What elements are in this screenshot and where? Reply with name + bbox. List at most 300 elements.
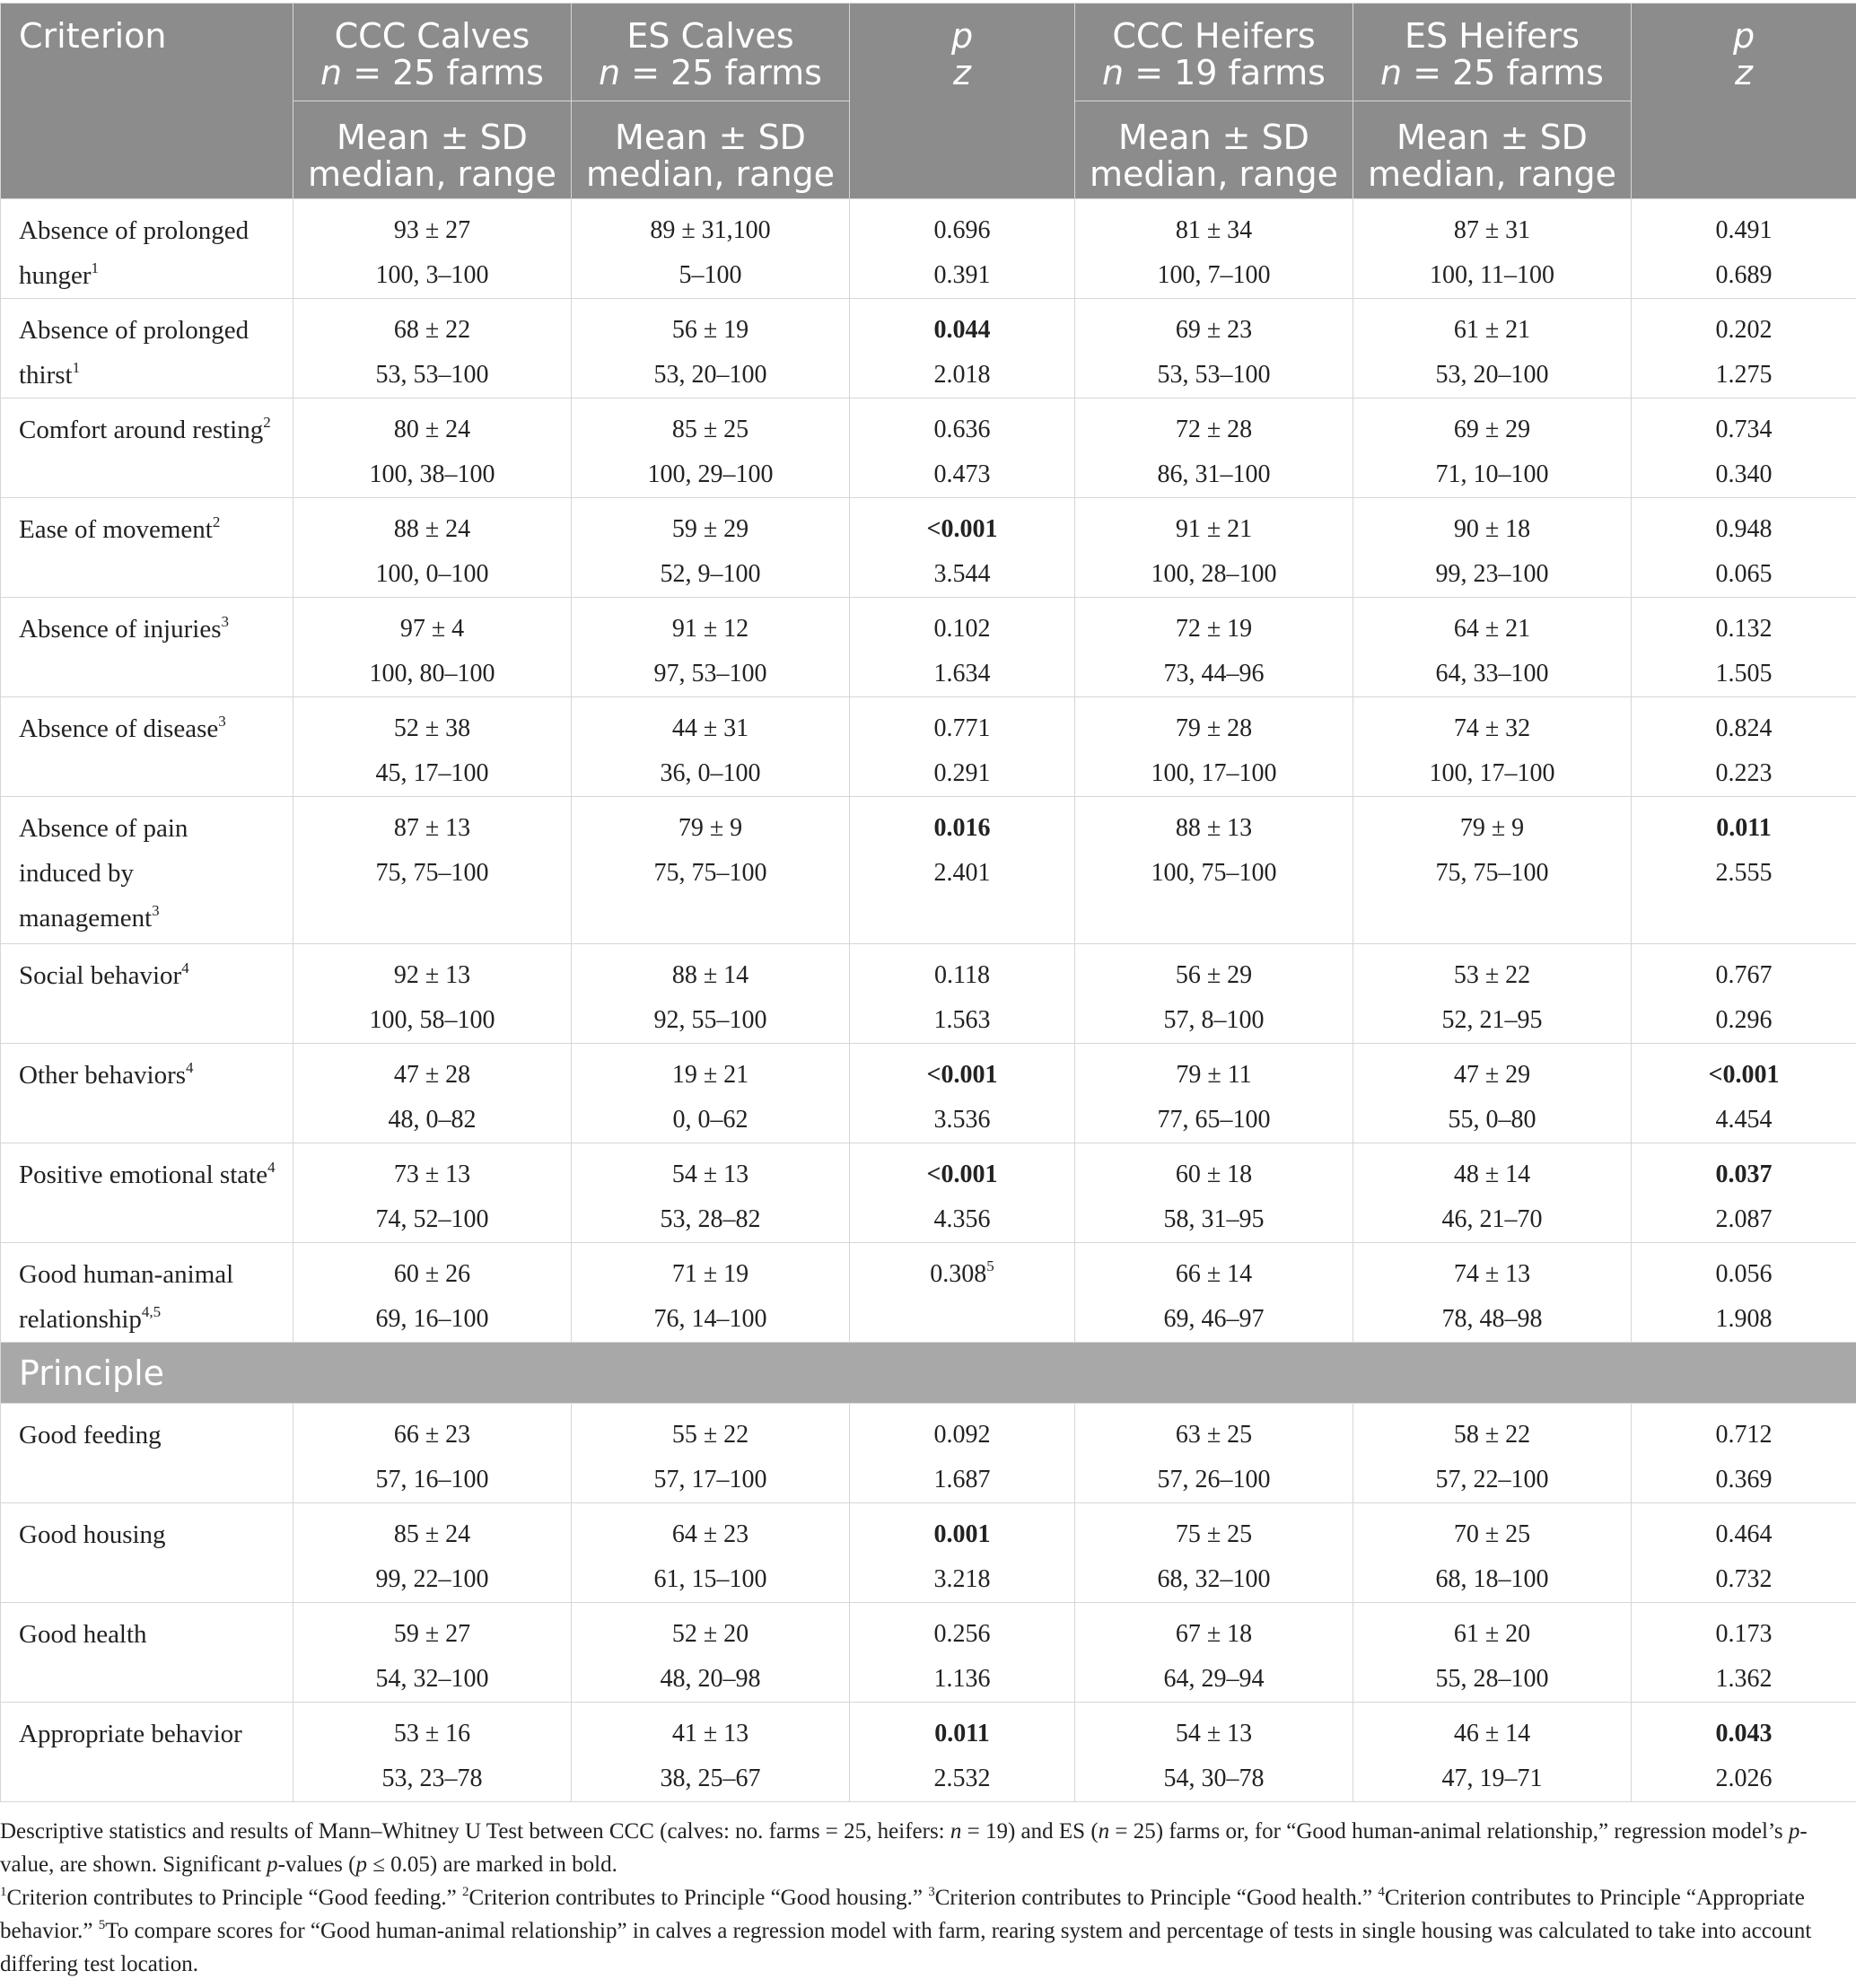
mean-sd bbox=[572, 953, 849, 998]
median-range bbox=[293, 353, 571, 398]
ccc-heifers-stat-header bbox=[1075, 101, 1353, 199]
value-text: 68 ± 22 bbox=[393, 316, 471, 344]
p-label: p bbox=[950, 16, 974, 56]
es-heifers-cell bbox=[1353, 1143, 1632, 1243]
principle-header: Principle bbox=[1, 1343, 1856, 1404]
row-label-line: Positive emotional state$^4$ bbox=[19, 1159, 276, 1189]
median-range bbox=[293, 552, 571, 597]
mean-sd bbox=[1353, 607, 1631, 652]
calves-pz-cell bbox=[850, 1503, 1075, 1603]
ccc-calves-n bbox=[293, 55, 571, 92]
value-text: 0.102 bbox=[933, 615, 991, 643]
value-text: 3.218 bbox=[933, 1565, 991, 1593]
mean-sd bbox=[1075, 953, 1353, 998]
principle-row bbox=[1, 1503, 1856, 1603]
median-range bbox=[1075, 552, 1353, 597]
z-value bbox=[1632, 751, 1856, 796]
value-text: 63 ± 25 bbox=[1175, 1421, 1253, 1449]
row-label-line: Appropriate behavior bbox=[19, 1720, 242, 1748]
value-text: 75 ± 25 bbox=[1175, 1520, 1253, 1548]
median-range bbox=[293, 253, 571, 298]
value-text: 59 ± 27 bbox=[393, 1620, 471, 1648]
calves-pz-cell bbox=[850, 697, 1075, 797]
footnote-text: Descriptive statistics and results of Mann–Whitney U Test between CCC (calves: no. farms = 25, heifers: bbox=[0, 1819, 950, 1843]
value-text: 0.044 bbox=[933, 316, 991, 344]
p-value bbox=[850, 507, 1074, 552]
footnote-marker: 5 bbox=[986, 1257, 994, 1274]
ccc-heifers-cell bbox=[1075, 1243, 1353, 1343]
median-range bbox=[293, 998, 571, 1043]
value-text: 67 ± 18 bbox=[1175, 1620, 1253, 1648]
value-text: 71, 10–100 bbox=[1435, 460, 1549, 488]
median-range bbox=[293, 1098, 571, 1143]
es-heifers-cell bbox=[1353, 944, 1632, 1044]
mean-sd bbox=[1075, 1053, 1353, 1098]
es-calves-n bbox=[572, 55, 849, 92]
footnote-text: Criterion contributes to Principle “Good feeding.” bbox=[6, 1886, 463, 1910]
principle-row bbox=[1, 1703, 1856, 1802]
mean-sd bbox=[572, 407, 849, 452]
es-heifers-cell bbox=[1353, 598, 1632, 697]
value-text: 0.734 bbox=[1715, 416, 1773, 443]
value-text: 0.202 bbox=[1715, 316, 1773, 344]
value-text: 71 ± 19 bbox=[671, 1260, 749, 1288]
z-value bbox=[850, 253, 1074, 298]
calves-pz-cell bbox=[850, 1703, 1075, 1802]
row-label-line: Good housing bbox=[19, 1520, 166, 1549]
z-value bbox=[850, 751, 1074, 796]
median-range bbox=[1353, 1756, 1631, 1801]
mean-sd bbox=[293, 1152, 571, 1197]
value-text: 74 ± 13 bbox=[1453, 1260, 1531, 1288]
criterion-row bbox=[1, 944, 1856, 1044]
median-range bbox=[293, 1197, 571, 1242]
value-text: 0.340 bbox=[1715, 460, 1773, 488]
es-calves-cell bbox=[572, 797, 850, 944]
z-value bbox=[1632, 452, 1856, 497]
median-range bbox=[1353, 998, 1631, 1043]
median-range bbox=[293, 1657, 571, 1702]
z-value bbox=[1632, 1197, 1856, 1242]
median-range bbox=[1075, 851, 1353, 896]
stat-line-2: median, range bbox=[307, 154, 557, 194]
heifers-pz-cell bbox=[1632, 1703, 1856, 1802]
heifers-pz-cell bbox=[1632, 1503, 1856, 1603]
value-text: 47, 19–71 bbox=[1441, 1765, 1543, 1792]
value-text: 44 ± 31 bbox=[671, 714, 749, 742]
value-text: 0.391 bbox=[933, 261, 991, 289]
n-value: = 25 farms bbox=[1402, 53, 1604, 92]
median-range bbox=[293, 851, 571, 896]
principle-section bbox=[1, 1343, 1856, 1404]
row-label bbox=[1, 498, 293, 598]
mean-sd bbox=[572, 1413, 849, 1458]
value-text: 0.696 bbox=[933, 216, 991, 244]
es-calves-header bbox=[572, 4, 850, 101]
principle-row bbox=[1, 1404, 1856, 1503]
value-text: 75, 75–100 bbox=[375, 859, 489, 887]
value-text: 55 ± 22 bbox=[671, 1421, 749, 1449]
value-text: 61 ± 20 bbox=[1453, 1620, 1531, 1648]
value-text: 64 ± 21 bbox=[1453, 615, 1531, 643]
es-calves-cell bbox=[572, 697, 850, 797]
value-text: 79 ± 11 bbox=[1176, 1061, 1252, 1089]
mean-sd bbox=[293, 1712, 571, 1756]
median-range bbox=[1075, 1756, 1353, 1801]
z-value bbox=[1632, 851, 1856, 896]
median-range bbox=[293, 1297, 571, 1342]
footnote-marker: 4 bbox=[181, 959, 189, 976]
row-label-line: Good human-animal bbox=[19, 1260, 234, 1289]
value-text: 46 ± 14 bbox=[1453, 1720, 1531, 1747]
value-text: 100, 3–100 bbox=[375, 261, 489, 289]
stat-line-2: median, range bbox=[1367, 154, 1617, 194]
row-label bbox=[1, 398, 293, 498]
ccc-calves-cell bbox=[293, 1404, 572, 1503]
calves-pz-header bbox=[850, 4, 1075, 199]
z-label: z bbox=[953, 53, 971, 92]
value-text: 56 ± 19 bbox=[671, 316, 749, 344]
value-text: 0.092 bbox=[933, 1421, 991, 1449]
p-value bbox=[1632, 1252, 1856, 1297]
p-value bbox=[1632, 1152, 1856, 1197]
mean-sd bbox=[1075, 1252, 1353, 1297]
median-range bbox=[1075, 1557, 1353, 1602]
value-text: 70 ± 25 bbox=[1453, 1520, 1531, 1548]
mean-sd bbox=[1353, 407, 1631, 452]
es-calves-cell bbox=[572, 1703, 850, 1802]
ccc-heifers-cell bbox=[1075, 1603, 1353, 1703]
value-text: 1.563 bbox=[933, 1006, 991, 1034]
es-heifers-header bbox=[1353, 4, 1632, 101]
mean-sd bbox=[1075, 208, 1353, 253]
value-text: 61 ± 21 bbox=[1453, 316, 1531, 344]
p-value bbox=[850, 1512, 1074, 1557]
value-text: 87 ± 31 bbox=[1453, 216, 1531, 244]
z-value bbox=[1632, 1458, 1856, 1502]
z-value bbox=[850, 353, 1074, 398]
heifers-pz-cell bbox=[1632, 398, 1856, 498]
row-label bbox=[1, 1703, 293, 1802]
value-text: 0.491 bbox=[1715, 216, 1773, 244]
criterion-row bbox=[1, 398, 1856, 498]
median-range bbox=[1353, 1657, 1631, 1702]
z-value bbox=[850, 851, 1074, 896]
mean-sd bbox=[1353, 1252, 1631, 1297]
value-text: 2.532 bbox=[933, 1765, 991, 1792]
mean-sd bbox=[572, 308, 849, 353]
value-text: 0.173 bbox=[1715, 1620, 1773, 1648]
ccc-calves-cell bbox=[293, 1603, 572, 1703]
value-text: 52 ± 20 bbox=[671, 1620, 749, 1648]
p-value bbox=[850, 1252, 1074, 1297]
es-calves-name: ES Calves bbox=[626, 16, 794, 56]
value-text: 4.454 bbox=[1715, 1106, 1773, 1134]
principle-row bbox=[1, 1603, 1856, 1703]
z-value bbox=[850, 1297, 1074, 1342]
calves-pz-cell bbox=[850, 1143, 1075, 1243]
mean-sd bbox=[1353, 1053, 1631, 1098]
z-value bbox=[1632, 998, 1856, 1043]
p-label: p bbox=[1732, 16, 1755, 56]
heifers-pz-cell bbox=[1632, 1243, 1856, 1343]
value-text: 19 ± 21 bbox=[671, 1061, 749, 1089]
ccc-heifers-cell bbox=[1075, 199, 1353, 299]
value-text: 97 ± 4 bbox=[399, 615, 465, 643]
row-label-line: management$^3$ bbox=[19, 902, 160, 933]
median-range bbox=[572, 652, 849, 696]
median-range bbox=[1075, 253, 1353, 298]
criteria-rows bbox=[1, 199, 1856, 1343]
mean-sd bbox=[1075, 806, 1353, 851]
value-text: 100, 28–100 bbox=[1151, 560, 1277, 588]
ccc-calves-cell bbox=[293, 797, 572, 944]
p-value bbox=[1632, 308, 1856, 353]
value-text: 59 ± 29 bbox=[671, 515, 749, 543]
mean-sd bbox=[1353, 208, 1631, 253]
p-value bbox=[850, 1413, 1074, 1458]
p-value bbox=[850, 1053, 1074, 1098]
z-value bbox=[850, 1098, 1074, 1143]
n-value: = 19 farms bbox=[1124, 53, 1326, 92]
value-text: 100, 11–100 bbox=[1430, 261, 1554, 289]
calves-pz-cell bbox=[850, 398, 1075, 498]
row-label-line: Comfort around resting$^2$ bbox=[19, 414, 271, 444]
value-text: 99, 22–100 bbox=[375, 1565, 489, 1593]
value-text: 74 ± 32 bbox=[1453, 714, 1531, 742]
table-footnotes bbox=[0, 1815, 1849, 1981]
mean-sd bbox=[1353, 1413, 1631, 1458]
median-range bbox=[1353, 353, 1631, 398]
value-text: 68, 18–100 bbox=[1435, 1565, 1549, 1593]
value-text: 100, 17–100 bbox=[1429, 759, 1555, 787]
n-value: = 25 farms bbox=[620, 53, 822, 92]
calves-pz-cell bbox=[850, 199, 1075, 299]
value-text: 53, 53–100 bbox=[375, 361, 489, 389]
mean-sd bbox=[1075, 507, 1353, 552]
mean-sd bbox=[293, 407, 571, 452]
value-text: 78, 48–98 bbox=[1441, 1305, 1543, 1333]
ccc-calves-cell bbox=[293, 598, 572, 697]
calves-pz-cell bbox=[850, 944, 1075, 1044]
value-text: 79 ± 9 bbox=[678, 814, 743, 842]
value-text: 79 ± 9 bbox=[1459, 814, 1525, 842]
ccc-calves-header bbox=[293, 4, 572, 101]
p-value bbox=[850, 706, 1074, 751]
ccc-calves-cell bbox=[293, 697, 572, 797]
value-text: 75, 75–100 bbox=[653, 859, 767, 887]
value-text: 92, 55–100 bbox=[653, 1006, 767, 1034]
es-heifers-cell bbox=[1353, 1404, 1632, 1503]
n-value: = 25 farms bbox=[342, 53, 544, 92]
z-value bbox=[850, 1557, 1074, 1602]
mean-sd bbox=[293, 1413, 571, 1458]
value-text: 54, 30–78 bbox=[1163, 1765, 1265, 1792]
value-text: 1.505 bbox=[1715, 660, 1773, 687]
mean-sd bbox=[572, 1712, 849, 1756]
mean-sd bbox=[1353, 1712, 1631, 1756]
z-value bbox=[850, 1657, 1074, 1702]
median-range bbox=[293, 1458, 571, 1502]
es-calves-cell bbox=[572, 1503, 850, 1603]
median-range bbox=[1353, 1098, 1631, 1143]
median-range bbox=[1353, 253, 1631, 298]
median-range bbox=[1353, 552, 1631, 597]
ccc-heifers-cell bbox=[1075, 1503, 1353, 1603]
value-text: 100, 0–100 bbox=[375, 560, 489, 588]
z-value bbox=[1632, 552, 1856, 597]
value-text: <0.001 bbox=[926, 1160, 998, 1188]
mean-sd bbox=[293, 607, 571, 652]
footnote-marker: 3 bbox=[152, 902, 160, 919]
value-text: 92 ± 13 bbox=[393, 961, 471, 989]
ccc-heifers-cell bbox=[1075, 299, 1353, 398]
value-text: 64 ± 23 bbox=[671, 1520, 749, 1548]
calves-pz-cell bbox=[850, 1044, 1075, 1143]
z-value bbox=[1632, 1098, 1856, 1143]
value-text: 0.636 bbox=[933, 416, 991, 443]
value-text: 5–100 bbox=[678, 261, 742, 289]
value-text: 38, 25–67 bbox=[660, 1765, 761, 1792]
es-heifers-cell bbox=[1353, 697, 1632, 797]
value-text: 0.037 bbox=[1715, 1160, 1773, 1188]
value-text: 73, 44–96 bbox=[1163, 660, 1265, 687]
ccc-heifers-name: CCC Heifers bbox=[1112, 16, 1316, 56]
value-text: <0.001 bbox=[926, 1061, 998, 1089]
footnote-marker: 5 bbox=[98, 1918, 106, 1932]
value-text: 91 ± 12 bbox=[671, 615, 749, 643]
median-range bbox=[572, 353, 849, 398]
mean-sd bbox=[572, 706, 849, 751]
row-label-line: Social behavior$^4$ bbox=[19, 959, 189, 990]
median-range bbox=[1075, 652, 1353, 696]
median-range bbox=[1353, 452, 1631, 497]
ccc-heifers-cell bbox=[1075, 398, 1353, 498]
value-text: 88 ± 14 bbox=[671, 961, 749, 989]
mean-sd bbox=[1075, 706, 1353, 751]
es-calves-cell bbox=[572, 598, 850, 697]
row-label bbox=[1, 697, 293, 797]
ccc-heifers-n bbox=[1075, 55, 1353, 92]
value-text: 100, 29–100 bbox=[647, 460, 774, 488]
ccc-calves-cell bbox=[293, 1044, 572, 1143]
value-text: 0, 0–62 bbox=[672, 1106, 749, 1134]
p-value bbox=[1632, 706, 1856, 751]
value-text: 99, 23–100 bbox=[1435, 560, 1549, 588]
p-value bbox=[1632, 1053, 1856, 1098]
mean-sd bbox=[1075, 1152, 1353, 1197]
ccc-heifers-cell bbox=[1075, 944, 1353, 1044]
es-calves-cell bbox=[572, 944, 850, 1044]
footnote-text: ≤ 0.05) are marked in bold. bbox=[366, 1852, 617, 1877]
value-text: 0.011 bbox=[1716, 814, 1772, 842]
value-text: 0.948 bbox=[1715, 515, 1773, 543]
median-range bbox=[572, 851, 849, 896]
value-text: 88 ± 13 bbox=[1175, 814, 1253, 842]
ccc-heifers-cell bbox=[1075, 1404, 1353, 1503]
value-text: 53 ± 22 bbox=[1453, 961, 1531, 989]
median-range bbox=[1353, 1297, 1631, 1342]
ccc-calves-cell bbox=[293, 1503, 572, 1603]
footnote-marker: 3 bbox=[221, 613, 229, 630]
row-label bbox=[1, 1044, 293, 1143]
median-range bbox=[1353, 652, 1631, 696]
heifers-pz-cell bbox=[1632, 498, 1856, 598]
value-text: 0.369 bbox=[1715, 1466, 1773, 1493]
mean-sd bbox=[1353, 706, 1631, 751]
row-label bbox=[1, 299, 293, 398]
p-value bbox=[850, 407, 1074, 452]
ccc-heifers-cell bbox=[1075, 1703, 1353, 1802]
row-label-line: relationship$^{4,5}$ bbox=[19, 1303, 162, 1334]
footnote-description bbox=[0, 1815, 1849, 1881]
ccc-calves-cell bbox=[293, 199, 572, 299]
mean-sd bbox=[293, 1053, 571, 1098]
ccc-heifers-cell bbox=[1075, 598, 1353, 697]
row-label bbox=[1, 199, 293, 299]
median-range bbox=[572, 1098, 849, 1143]
z-value bbox=[850, 1756, 1074, 1801]
row-label-line: Good feeding bbox=[19, 1421, 162, 1449]
value-text: 0.824 bbox=[1715, 714, 1773, 742]
value-text: 57, 17–100 bbox=[653, 1466, 767, 1493]
p-value bbox=[850, 208, 1074, 253]
value-text: 55, 0–80 bbox=[1448, 1106, 1536, 1134]
value-text: 1.687 bbox=[933, 1466, 991, 1493]
footnote-text: -values ( bbox=[277, 1852, 356, 1877]
row-label bbox=[1, 1143, 293, 1243]
calves-pz-cell bbox=[850, 299, 1075, 398]
row-label-line: Other behaviors$^4$ bbox=[19, 1059, 194, 1090]
value-text: 100, 80–100 bbox=[369, 660, 495, 687]
mean-sd bbox=[1075, 407, 1353, 452]
calves-pz-cell bbox=[850, 598, 1075, 697]
value-text: 4.356 bbox=[933, 1205, 991, 1233]
footnote-marker: 4 bbox=[186, 1059, 194, 1076]
footnote-marker: 1 bbox=[0, 1885, 7, 1899]
mean-sd bbox=[1075, 1413, 1353, 1458]
es-calves-cell bbox=[572, 498, 850, 598]
mean-sd bbox=[293, 208, 571, 253]
row-label bbox=[1, 1603, 293, 1703]
value-text: 1.908 bbox=[1715, 1305, 1773, 1333]
row-label bbox=[1, 1503, 293, 1603]
value-text: 68, 32–100 bbox=[1157, 1565, 1271, 1593]
footnote-text: = 19) and ES ( bbox=[961, 1819, 1099, 1843]
value-text: 45, 17–100 bbox=[375, 759, 489, 787]
calves-pz-cell bbox=[850, 1243, 1075, 1343]
value-text: 0.065 bbox=[1715, 560, 1773, 588]
footnote-text: Criterion contributes to Principle “Good health.” bbox=[934, 1886, 1379, 1910]
value-text: 100, 75–100 bbox=[1151, 859, 1277, 887]
median-range bbox=[572, 1657, 849, 1702]
value-text: 69, 16–100 bbox=[375, 1305, 489, 1333]
value-text: 47 ± 28 bbox=[393, 1061, 471, 1089]
n-symbol: n bbox=[1102, 53, 1125, 92]
es-heifers-name: ES Heifers bbox=[1405, 16, 1580, 56]
heifers-pz-cell bbox=[1632, 1044, 1856, 1143]
italic-symbol: n bbox=[1098, 1819, 1110, 1843]
footnote-marker: 1 bbox=[91, 259, 100, 276]
value-text: 53, 20–100 bbox=[1435, 361, 1549, 389]
mean-sd bbox=[1353, 507, 1631, 552]
stat-line-1: Mean ± SD bbox=[337, 118, 528, 157]
mean-sd bbox=[1075, 1612, 1353, 1657]
italic-symbol: p bbox=[1788, 1819, 1800, 1843]
value-text: 0.473 bbox=[933, 460, 991, 488]
value-text: 57, 22–100 bbox=[1435, 1466, 1549, 1493]
median-range bbox=[1075, 1657, 1353, 1702]
